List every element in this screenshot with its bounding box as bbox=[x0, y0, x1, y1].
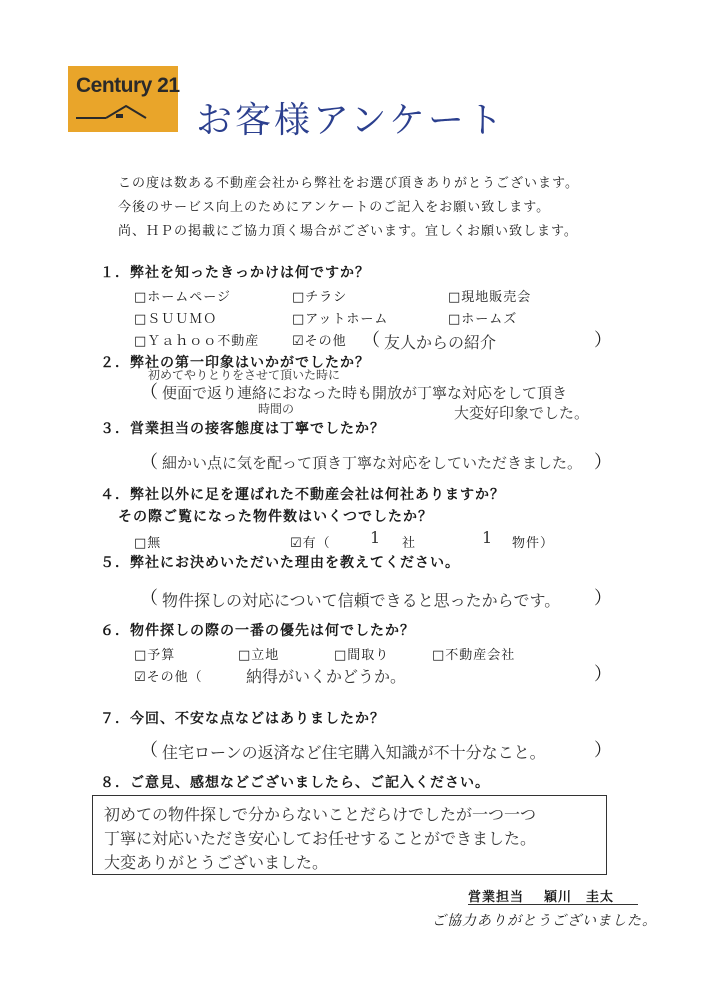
question-8: ８．ご意見、感想などございましたら、ご記入ください。 bbox=[100, 775, 490, 791]
house-icon bbox=[76, 102, 170, 126]
q3-answer: 細かい点に気を配って頂き丁寧な対応をしていただきました。 bbox=[162, 454, 583, 472]
q1-option-open-house[interactable]: □現地販売会 bbox=[448, 290, 532, 305]
question-4-sub: その際ご覧になった物件数はいくつでしたか？ bbox=[118, 509, 433, 525]
q6-option-other[interactable]: ☑その他（ bbox=[134, 670, 203, 685]
q6-option-agency[interactable]: □不動産会社 bbox=[432, 648, 516, 663]
q4-company-count: 1 bbox=[370, 528, 381, 547]
q6-answer: 納得がいくかどうか。 bbox=[246, 667, 407, 686]
q1-option-homes[interactable]: □ホームズ bbox=[448, 312, 518, 327]
intro-line-2: 今後のサービス向上のためにアンケートのご記入をお願い致します。 bbox=[118, 200, 551, 215]
signature-underline bbox=[468, 904, 638, 905]
q4-property-count: 1 bbox=[482, 528, 493, 547]
q1-answer: 友人からの紹介 bbox=[384, 333, 497, 352]
q4-option-yes[interactable]: ☑有（ bbox=[290, 536, 331, 551]
q2-answer-end: 大変好印象でした。 bbox=[454, 404, 590, 422]
q2-paren-open: （ bbox=[140, 382, 158, 403]
q3-paren-open: （ bbox=[140, 452, 158, 473]
q8-line-2: 丁寧に対応いただき安心してお任せすることができました。 bbox=[104, 829, 537, 848]
intro-line-1: この度は数ある不動産会社から弊社をお選び頂きありがとうございます。 bbox=[118, 176, 579, 191]
q7-paren-open: （ bbox=[140, 740, 158, 761]
q5-paren-open: （ bbox=[140, 588, 158, 609]
q7-paren-close: ） bbox=[594, 740, 612, 761]
q1-option-athome[interactable]: □アットホーム bbox=[292, 312, 389, 327]
q6-option-location[interactable]: □立地 bbox=[238, 648, 280, 663]
q6-option-budget[interactable]: □予算 bbox=[134, 648, 176, 663]
question-5: ５．弊社にお決めいただいた理由を教えてください。 bbox=[100, 555, 460, 571]
logo-text: Century 21 bbox=[76, 74, 180, 97]
q1-option-homepage[interactable]: □ホームページ bbox=[134, 290, 232, 305]
q4-property-unit: 物件） bbox=[512, 536, 555, 551]
q2-answer-top: 初めてやりとりをさせて頂いた時に bbox=[148, 368, 341, 382]
q1-option-flyer[interactable]: □チラシ bbox=[292, 290, 348, 305]
q7-answer: 住宅ローンの返済など住宅購入知識が不十分なこと。 bbox=[162, 743, 546, 762]
q6-paren-close: ） bbox=[594, 664, 612, 685]
question-7: ７．今回、不安な点などはありましたか？ bbox=[100, 711, 385, 727]
q1-paren-open: （ bbox=[362, 330, 380, 351]
q1-paren-close: ） bbox=[594, 330, 612, 351]
question-1: １．弊社を知ったきっかけは何ですか？ bbox=[100, 265, 370, 281]
intro-line-3: 尚、ＨＰの掲載にご協力頂く場合がございます。宜しくお願い致します。 bbox=[118, 224, 578, 239]
q8-line-1: 初めての物件探しで分からないことだらけでしたが一つ一つ bbox=[104, 805, 537, 824]
question-6: ６．物件探しの際の一番の優先は何でしたか？ bbox=[100, 623, 415, 639]
thanks-message: ご協力ありがとうございました。 bbox=[432, 913, 657, 929]
q1-option-yahoo[interactable]: □Ｙａｈｏｏ不動産 bbox=[134, 334, 260, 349]
q1-option-other[interactable]: ☑その他 bbox=[292, 334, 347, 349]
q3-paren-close: ） bbox=[594, 452, 612, 473]
question-2: ２．弊社の第一印象はいかがでしたか？ bbox=[100, 355, 370, 371]
question-4: ４．弊社以外に足を運ばれた不動産会社は何社ありますか？ bbox=[100, 487, 505, 503]
q5-paren-close: ） bbox=[594, 588, 612, 609]
q1-option-suumo[interactable]: □ＳＵＵＭＯ bbox=[134, 312, 218, 327]
q2-answer-main: 便面で返り連絡におなった時も開放が丁寧な対応をして頂き bbox=[162, 384, 568, 402]
q8-line-3: 大変ありがとうございました。 bbox=[104, 853, 329, 872]
question-3: ３．営業担当の接客態度は丁寧でしたか？ bbox=[100, 421, 385, 437]
q5-answer: 物件探しの対応について信頼できると思ったからです。 bbox=[162, 591, 561, 610]
q6-option-layout[interactable]: □間取り bbox=[334, 648, 390, 663]
q2-answer-insert: 時間の bbox=[258, 402, 295, 416]
q4-option-none[interactable]: □無 bbox=[134, 536, 162, 551]
staff-label: 営業担当 bbox=[468, 890, 525, 905]
q4-company-unit: 社 bbox=[402, 536, 417, 551]
page-title: お客様アンケート bbox=[196, 100, 506, 141]
staff-name: 穎川 圭太 bbox=[544, 890, 615, 905]
century21-logo bbox=[68, 66, 178, 132]
